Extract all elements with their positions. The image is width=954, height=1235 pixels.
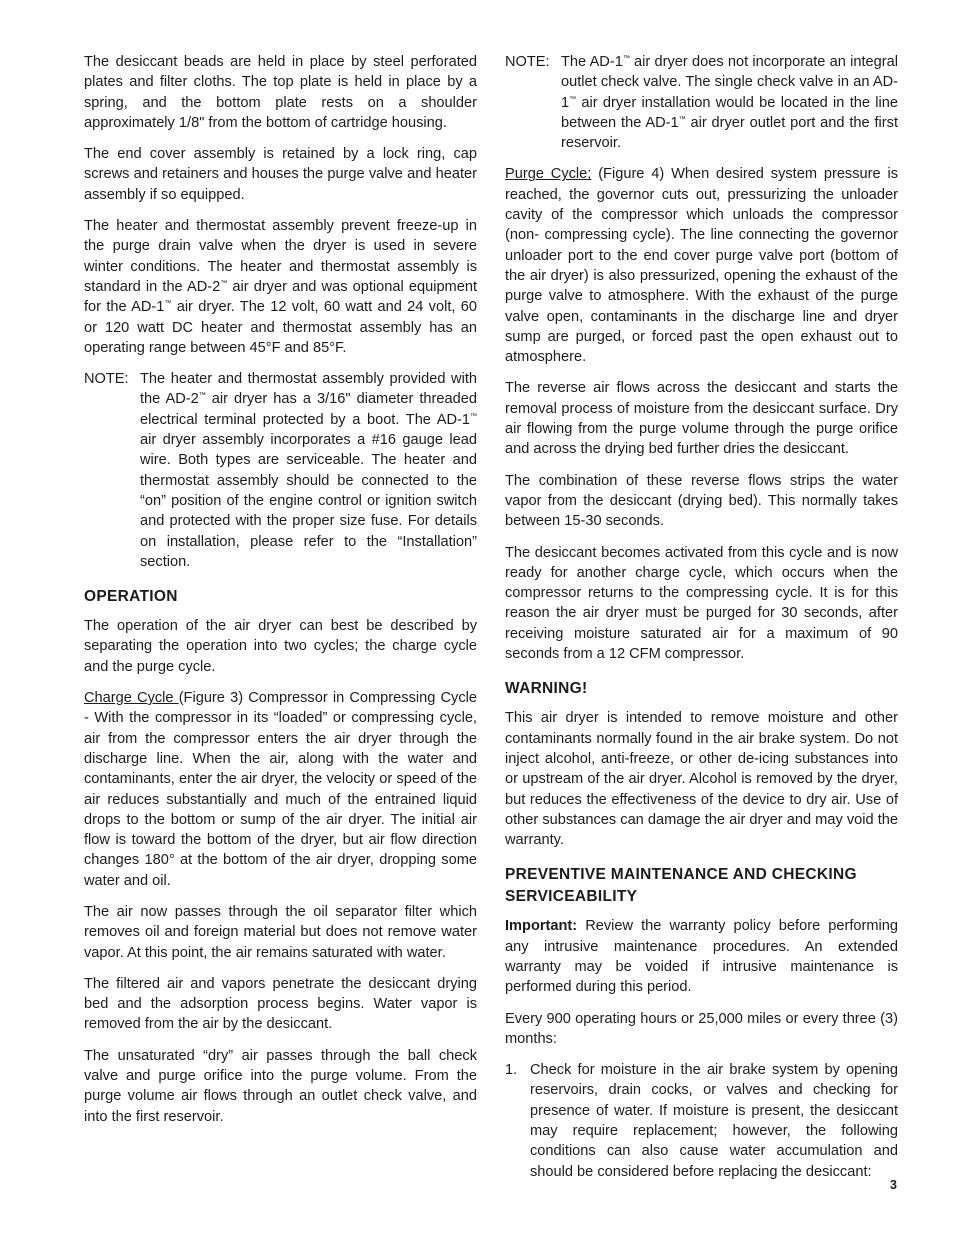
page-number: 3 [890,1178,897,1192]
paragraph-reverse-air: The reverse air flows across the desiccant and starts the removal process of moisture from the desiccant surface. Dry air flowing from the purge volume through the purge orifice and across the drying bed further dries the desiccant. [505,380,898,458]
paragraph-every-900-hours: Every 900 operating hours or 25,000 miles or every three (3) months: [505,1010,898,1047]
important-label: Important: [505,918,578,935]
note-check-valve [505,52,898,153]
list-item [505,1060,898,1182]
charge-cycle-text: (Figure 3) Compressor in Compressing Cycle - With the compressor in its “loaded” or compressing cycle, air from the compressor enters the air dryer through the discharge line. When the air, along with the water and contaminants, enter the air dryer, the velocity or speed of the air reduces substantially and much of the entrained liquid drops to the bottom or sump of the air dryer. The initial air flow is toward the bottom of the dryer, but air flow direction changes 180° at the bottom of the air dryer, dropping some water and oil. [84,690,477,889]
paragraph-operation-intro: The operation of the air dryer can best be described by separating the operation into two cycles; the charge cycle and the purge cycle. [84,618,477,675]
list-item-text: Check for moisture in the air brake system by opening reservoirs, drain cocks, or valves and checking for presence of water. If moisture is present, the desiccant may require replacement; however, the following conditions can also cause water accumulation and should be considered before replacing the desiccant: [530,1062,898,1180]
paragraph-heater [84,216,477,358]
trademark-symbol: ™ [678,115,686,123]
trademark-symbol: ™ [198,392,206,400]
important-text: Review the warranty policy before performing any intrusive maintenance procedures. An extended warranty may be voided if intrusive maintenance is performed during this period. [505,918,898,996]
trademark-symbol: ™ [164,300,172,308]
note-text-a: The heater and thermostat assembly provided with the AD-2 [140,371,477,408]
paragraph-filtered-air: The filtered air and vapors penetrate the desiccant drying bed and the adsorption process begins. Water vapor is removed from the air by the desiccant. [84,975,477,1033]
paragraph-oil-separator: The air now passes through the oil separator filter which removes oil and foreign material but does not remove water vapor. At this point, the air remains saturated with water. [84,903,477,961]
list-item-number: 1. [505,1062,518,1079]
note-text-a: The AD-1 [561,54,623,70]
purge-cycle-text: (Figure 4) When desired system pressure is reached, the governor cuts out, pressurizing the unloader cavity of the compressor which unloads the compressor (non- compressing cycle). The line connecting the governor unloader port to the end cover purge valve port (bottom of the air dryer) is also pressurized, opening the exhaust of the purge valve to atmosphere. With the exhaust of the purge valve open, contaminants in the discharge line and dryer sump are purged, or forced past the open exhaust out to atmosphere. [505,166,899,366]
note-body [140,369,477,572]
paragraph-end-cover: The end cover assembly is retained by a lock ring, cap screws and retainers and houses the purge valve and heater assembly if so equipped. [84,146,477,203]
note-text-c: air dryer installation would be located in the line between the AD-1 [561,94,898,131]
note-text-d: air dryer outlet port and the first reservoir. [561,114,898,152]
trademark-symbol: ™ [220,279,228,287]
trademark-symbol: ™ [569,95,577,103]
charge-cycle-label: Charge Cycle [84,690,179,707]
note-text-b: air dryer has a 3/16" diameter threaded electrical terminal protected by a boot. The AD-1 [140,391,477,428]
paragraph-desiccant-activated: The desiccant becomes activated from this cycle and is now ready for another charge cycle, which occurs when the compressor returns to the compressing cycle. It is for this reason the air dryer must be purged for 30 seconds, after receiving moisture saturated air for a maximum of 90 seconds from a 12 CFM compressor. [505,544,898,663]
paragraph-charge-cycle [84,688,477,891]
note-heater [84,369,477,572]
heading-preventive-maintenance: PREVENTIVE MAINTENANCE AND CHECKING SERVICEABILITY [505,866,857,906]
heater-text-b: air dryer and was optional equipment for the AD-1 [84,278,478,316]
paragraph-important [505,916,898,997]
heater-text-c: air dryer. The 12 volt, 60 watt and 24 volt, 60 or 120 watt DC heater and thermostat assembly has an operating range between 45°F and 85°F. [84,299,477,356]
paragraph-warning: This air dryer is intended to remove moisture and other contaminants normally found in the air brake system. Do not inject alcohol, anti-freeze, or other de-icing substances into or upstream of the air dryer. Alcohol is removed by the dryer, but reduces the effectiveness of the device to dry air. Use of other substances can damage the air dryer and may void the warranty. [505,710,898,849]
trademark-symbol: ™ [622,55,630,62]
heading-operation: OPERATION [84,588,178,606]
purge-cycle-label: Purge Cycle; [505,166,592,183]
paragraph-unsaturated-air: The unsaturated “dry” air passes through the ball check valve and purge orifice into the purge volume. From the purge volume air flows through an outlet check valve, and into the first reservoir. [84,1047,477,1125]
right-column [505,52,898,1182]
trademark-symbol: ™ [470,412,477,420]
paragraph-reverse-flows: The combination of these reverse flows strips the water vapor from the desiccant (drying bed). This normally takes between 15-30 seconds. [505,472,898,530]
note-body [561,52,898,153]
paragraph-desiccant-beads: The desiccant beads are held in place by steel perforated plates and filter cloths. The top plate is held in place by a spring, and the bottom plate rests on a shoulder approximately 1/8" from the bottom of cartridge housing. [84,54,477,131]
heading-warning: WARNING! [505,680,588,698]
note-text-c: air dryer assembly incorporates a #16 gauge lead wire. Both types are serviceable. The heater and thermostat assembly should be connected to the “on” position of the engine control or ignition switch and protected with the proper size fuse. For details on installation, please refer to the “Installation” section. [140,432,477,570]
note-text-b: air dryer does not incorporate an integral outlet check valve. The single check valve in an AD-1 [561,54,898,111]
left-column [84,52,477,1138]
note-label: NOTE: [84,371,129,388]
paragraph-purge-cycle [505,164,898,367]
heater-text-a: The heater and thermostat assembly prevent freeze-up in the purge drain valve when the dryer is used in severe winter conditions. The heater and thermostat assembly is standard in the AD-2 [84,218,477,295]
note-label: NOTE: [505,54,550,70]
